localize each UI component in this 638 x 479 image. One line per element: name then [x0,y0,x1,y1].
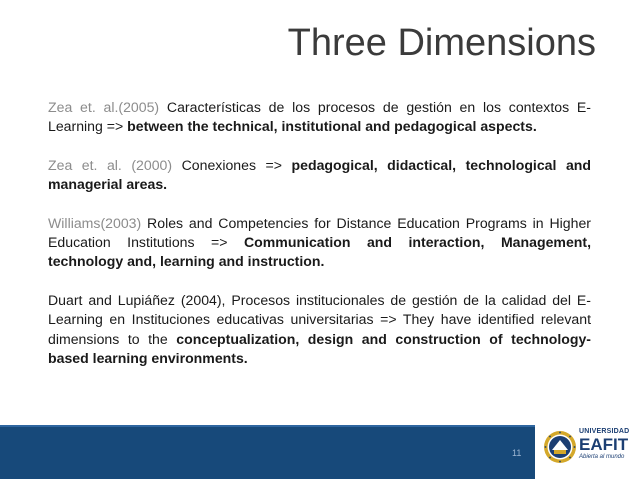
paragraph-text: Características de los procesos de gestión en los contextos E-Learning => [48,99,591,135]
citation: Williams(2003) [48,214,142,231]
university-seal-icon [543,430,577,464]
logo-name: EAFIT [579,435,629,454]
logo-university-label: UNIVERSIDAD [579,428,630,435]
page-number: 11 [512,448,522,458]
paragraph-emphasis: conceptualization, design and construction of technology-based learning environments. [48,330,591,366]
university-logo [535,418,638,479]
paragraph-emphasis: Communication and interaction, Management, technology and, learning and instruction. [48,234,591,270]
logo-tagline: Abierta al mundo [579,454,625,460]
paragraph-zea-2000 [48,156,591,195]
paragraph-text: Roles and Competencies for Distance Education Programs in Higher Education Institutions => [48,214,591,251]
slide-body [48,98,591,387]
paragraph-zea-2005 [48,98,591,137]
paragraph-emphasis: between the technical, institutional and pedagogical aspects. [127,118,537,135]
paragraph-text: Conexiones => [172,156,292,173]
citation: Zea et. al. (2000) [48,156,173,173]
paragraph-duart-2004 [48,291,591,368]
logo-wordmark [579,428,637,460]
paragraph-williams-2003 [48,214,591,272]
paragraph-text: Duart and Lupiáñez (2004), Procesos institucionales de gestión de la calidad del E-Learning en Instituciones educativas universitarias => They have identified relevant dimensions to the [48,291,591,347]
citation: Zea et. al.(2005) [48,99,160,115]
slide-title: Three Dimensions [287,22,596,64]
paragraph-emphasis: pedagogical, didactical, technological and managerial areas. [48,156,591,193]
